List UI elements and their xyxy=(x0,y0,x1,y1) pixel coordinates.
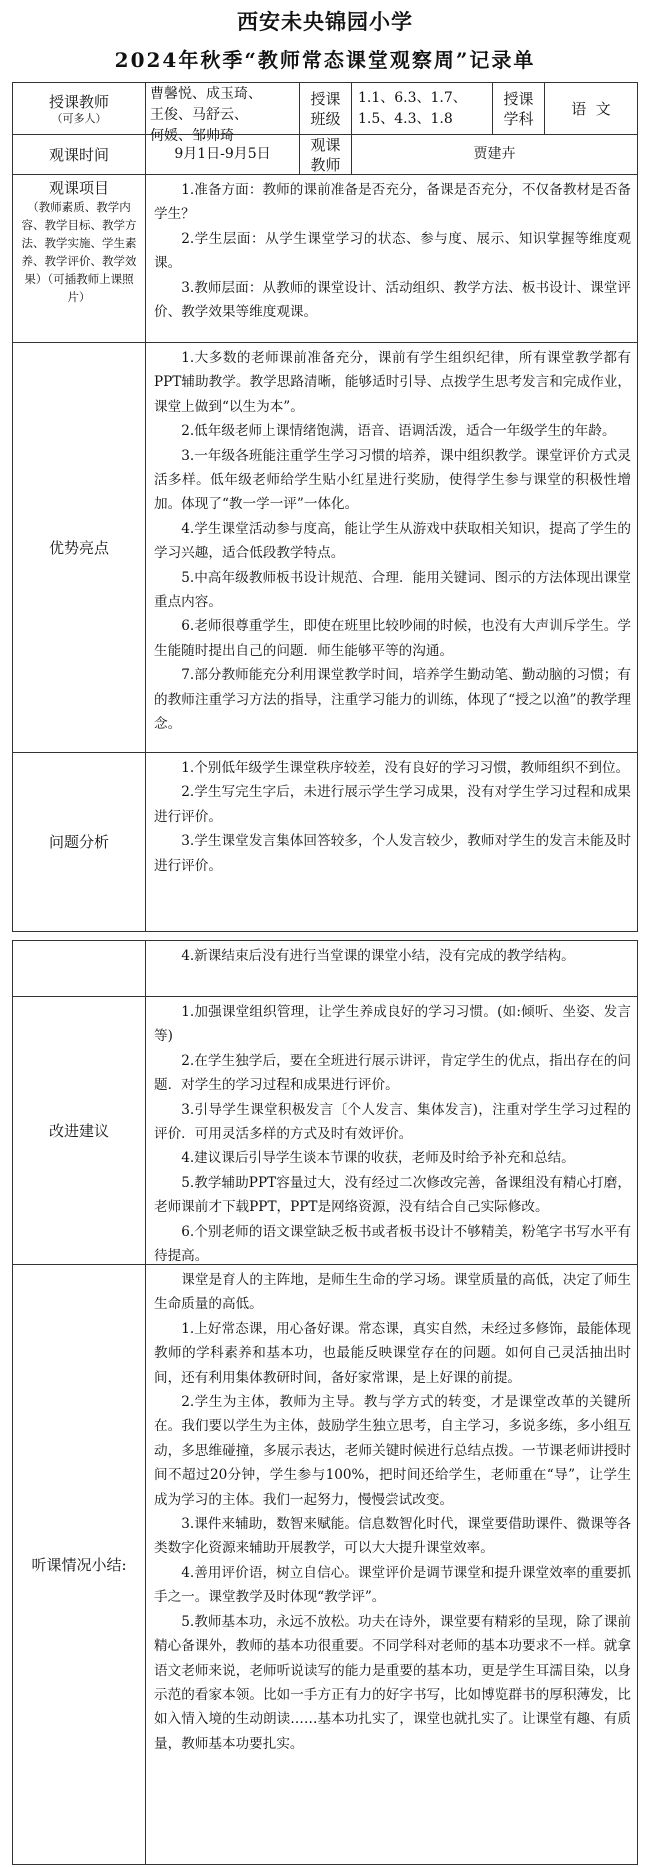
school-name: 西安未央锦园小学 xyxy=(237,9,413,34)
teachers-line-1: 曹馨悦、成玉琦、 xyxy=(150,86,262,102)
highlight-para-1: 1.大多数的老师课前准备充分，课前有学生组织纪律，所有课堂教学都有PPT辅助教学。教学思路清晰，能够适时引导、点拨学生思考发言和完成作业，课堂上做到“以生为本”。 xyxy=(154,350,631,415)
problem-para-1: 1.个别低年级学生课堂秩序较差，没有良好的学习习惯，教师组织不到位。 xyxy=(181,760,630,776)
teachers-cell xyxy=(146,83,300,144)
highlight-para-4: 4.学生课堂活动参与度高，能让学生从游戏中获取相关知识，提高了学生的学习兴趣，适合低段教学特点。 xyxy=(154,520,631,562)
subject-value: 语 文 xyxy=(571,99,611,118)
record-table-page-1 xyxy=(12,82,638,932)
observer-cell xyxy=(352,135,637,175)
problems-continued-content xyxy=(146,941,637,997)
highlights-label: 优势亮点 xyxy=(48,538,109,557)
highlight-para-7: 7.部分教师能充分利用课堂教学时间，培养学生勤动笔、勤动脑的习惯；有的教师注重学习方法的指导，注重学习能力的训练，体现了“授之以渔”的教学理念。 xyxy=(154,667,631,733)
problem-para-2: 2.学生写完生字后，未进行展示学生学习成果，没有对学生学习过程和成果进行评价。 xyxy=(154,784,631,825)
teacher-note: （可多人） xyxy=(51,111,107,125)
summary-para-1: 1.上好常态课，用心备好课。常态课，真实自然，未经过多修饰，最能体现教师的学科素养和基本功，也最能反映课堂存在的问题。如何自己灵活抽出时间，还有利用集体教研时间，备好家常课，是上好课的前提。 xyxy=(154,1320,631,1386)
problem-para-4: 4.新课结束后没有进行当堂课的课堂小结，没有完成的教学结构。 xyxy=(181,948,575,964)
suggestion-para-2: 2.在学生独学后，要在全班进行展示讲评，肯定学生的优点，指出存在的问题．对学生的学习过程和成果进行评价。 xyxy=(154,1052,631,1094)
suggestions-content xyxy=(146,997,637,1265)
page-break xyxy=(0,932,650,940)
form-title: 2024年秋季“教师常态课堂观察周”记录单 xyxy=(114,48,536,72)
items-para-3: 3.教师层面：从教师的课堂设计、活动组织、教学方法、板书设计、课堂评价、教学效果等维度观课。 xyxy=(154,279,631,321)
class-label-2: 班级 xyxy=(310,109,341,128)
time-label: 观课时间 xyxy=(48,145,109,164)
highlight-para-2: 2.低年级老师上课情绪饱满，语音、语调活泼，适合一年级学生的年龄。 xyxy=(181,423,616,440)
summary-label-cell xyxy=(13,1265,146,1864)
summary-label: 听课情况小结: xyxy=(31,1555,127,1574)
items-para-1: 1.准备方面：教师的课前准备是否充分，备课是否充分，不仅备教材是否备学生？ xyxy=(154,182,631,223)
teacher-label-cell xyxy=(13,83,146,135)
teacher-label: 授课教师 xyxy=(48,92,109,111)
teachers-line-3: 何媛、邹帅琦 xyxy=(150,128,234,144)
subject-label-cell xyxy=(493,83,545,135)
suggestion-para-3: 3.引导学生课堂积极发言〔个人发言、集体发言)，注重对学生学习过程的评价．可用灵活多样的方式及时有效评价。 xyxy=(154,1101,631,1143)
items-content xyxy=(146,175,637,343)
suggestions-label-cell xyxy=(13,997,146,1265)
problems-label-cell xyxy=(13,753,146,931)
time-label-cell xyxy=(13,135,146,175)
highlight-para-5: 5.中高年级教师板书设计规范、合理．能用关键词、图示的方法体现出课堂重点内容。 xyxy=(154,569,631,611)
items-para-2: 2.学生层面：从学生课堂学习的状态、参与度、展示、知识掌握等维度观课。 xyxy=(154,230,631,272)
items-label-cell xyxy=(13,175,146,343)
items-note: （教师素质、教学内容、教学目标、教学方法、教学实施、学生素养、教学评价、教学效果）（可插教师上课照片） xyxy=(21,200,137,304)
classes-line-1: 1.1、6.3、1.7、 xyxy=(358,90,467,106)
time-value: 9月1日-9月5日 xyxy=(174,146,271,162)
summary-para-4: 4.善用评价语，树立自信心。课堂评价是调节课堂和提升课堂效率的重要抓手之一。课堂教学及时体现“教学评”。 xyxy=(154,1564,631,1606)
suggestion-para-4: 4.建议课后引导学生谈本节课的收获，老师及时给予补充和总结。 xyxy=(181,1150,575,1167)
summary-para-5: 5.教师基本功，永远不放松。功夫在诗外，课堂要有精彩的呈现，除了课前精心备课外，教师的基本功很重要。不同学科对老师的基本功要求不一样。就拿语文老师来说，老师听说读写的能力是重要的基本功，更是学生耳濡目染，以身示范的看家本领。比如一手方正有力的好字书写，比如博览群书的厚积薄发，比如入情入境的生动朗读……基本功扎实了，课堂也就扎实了。让课堂有趣、有质量，教师基本功要扎实。 xyxy=(154,1613,631,1752)
observer-label-cell xyxy=(300,135,352,175)
items-label: 观课项目 xyxy=(48,179,109,197)
classes-line-2: 1.5、4.3、1.8 xyxy=(358,111,453,127)
suggestions-label: 改进建议 xyxy=(48,1121,109,1140)
problems-continued-label-cell xyxy=(13,941,146,997)
summary-para-3: 3.课件来辅助，数智来赋能。信息数智化时代，课堂要借助课件、微课等各类数字化资源来辅助开展教学，可以大大提升课堂效率。 xyxy=(154,1516,631,1557)
record-table-page-2 xyxy=(12,940,638,1865)
suggestion-para-5: 5.教学辅助PPT容量过大，没有经过二次修改完善，备课组没有精心打磨，老师课前才下载PPT，PPT是网络资源，没有结合自己实际修改。 xyxy=(154,1174,631,1216)
observer-label-1: 观课 xyxy=(310,135,341,154)
class-label-1: 授课 xyxy=(310,89,341,108)
problems-label: 问题分析 xyxy=(48,833,109,851)
highlight-para-6: 6.老师很尊重学生，即使在班里比较吵闹的时候，也没有大声训斥学生。学生能随时提出自己的问题．师生能够平等的沟通。 xyxy=(154,618,631,659)
summary-para-2: 2.学生为主体，教师为主导。教与学方式的转变，才是课堂改革的关键所在。我们要以学生为主体，鼓励学生独立思考，自主学习，多说多练，多小组互动，多思维碰撞，多展示表达，老师关键时候进行总结点拨。一节课老师讲授时间不超过20分钟，学生参与100%，把时间还给学生，老师重在“导”，让学生成为学习的主体。我们一起努力，慢慢尝试改变。 xyxy=(154,1394,631,1508)
problems-content xyxy=(146,753,637,931)
classes-cell xyxy=(352,83,493,135)
subject-label-2: 学科 xyxy=(503,109,534,128)
teachers-line-2: 王俊、马舒云、 xyxy=(150,107,248,123)
observer-label-2: 教师 xyxy=(310,155,341,174)
summary-content xyxy=(146,1265,637,1864)
subject-cell xyxy=(545,83,637,135)
highlight-para-3: 3.一年级各班能注重学生学习习惯的培养，课中组织教学。课堂评价方式灵活多样。低年级老师给学生贴小红星进行奖励，使得学生参与课堂的积极性增加。体现了“教一学一评”一体化。 xyxy=(154,447,631,513)
class-label-cell xyxy=(300,83,352,135)
problem-para-3: 3.学生课堂发言集体回答较多，个人发言较少，教师对学生的发言未能及时进行评价。 xyxy=(154,833,631,874)
observer-value: 贾建卉 xyxy=(473,146,516,162)
subject-label-1: 授课 xyxy=(503,89,534,108)
highlights-label-cell xyxy=(13,343,146,753)
suggestion-para-6: 6.个别老师的语文课堂缺乏板书或者板书设计不够精美，粉笔字书写水平有待提高。 xyxy=(154,1223,631,1265)
time-cell xyxy=(146,135,300,175)
summary-para-intro: 课堂是育人的主阵地，是师生生命的学习场。课堂质量的高低，决定了师生生命质量的高低。 xyxy=(154,1272,631,1313)
suggestion-para-1: 1.加强课堂组织管理，让学生养成良好的学习习惯。(如:倾听、坐姿、发言等) xyxy=(154,1004,631,1045)
highlights-content xyxy=(146,343,637,753)
